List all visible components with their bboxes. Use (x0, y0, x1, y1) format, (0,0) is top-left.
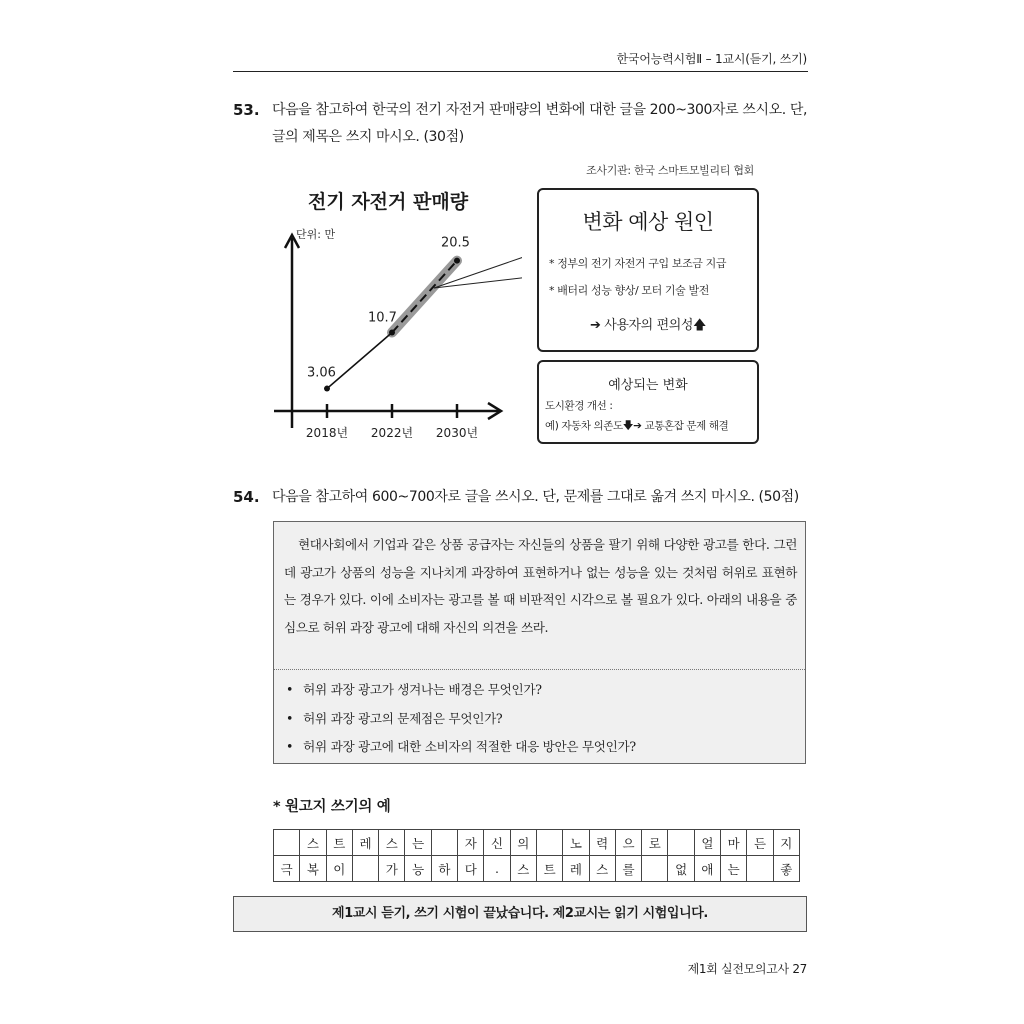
prompt-divider (274, 669, 805, 670)
page-footer: 제1회 실전모의고사 27 (687, 962, 807, 976)
sales-line-chart (262, 180, 522, 450)
grid-cell: 좋 (773, 856, 799, 882)
grid-cell: 가 (379, 856, 405, 882)
grid-cell: 으 (615, 830, 641, 856)
grid-cell: 트 (326, 830, 352, 856)
survey-source: 조사기관: 한국 스마트모빌리티 협회 (586, 164, 754, 177)
cause-conclusion: ➔ 사용자의 편의성🡅 (589, 318, 707, 333)
change-env-text: 도시환경 개선 : (545, 400, 613, 412)
expected-change-box (537, 360, 759, 444)
chart-unit-label: 단위: 만 (296, 228, 336, 241)
prompt-bullet: • 허위 과장 광고가 생겨나는 배경은 무엇인가? (286, 676, 636, 705)
grid-cell: 없 (668, 856, 694, 882)
manuscript-grid (273, 829, 800, 882)
x-tick-label: 2018년 (305, 426, 349, 440)
series-line-actual (327, 333, 392, 389)
question-54-number: 54. (233, 488, 260, 506)
grid-cell: 다 (458, 856, 484, 882)
grid-cell (536, 830, 562, 856)
manuscript-grid-title: * 원고지 쓰기의 예 (273, 799, 391, 815)
grid-cell: 는 (405, 830, 431, 856)
data-label: 10.7 (368, 310, 397, 326)
prompt-bullet: • 허위 과장 광고의 문제점은 무엇인가? (286, 705, 636, 734)
grid-cell: 복 (300, 856, 326, 882)
cause-item: * 배터리 성능 향상/ 모터 기술 발전 (549, 284, 709, 297)
grid-row (274, 830, 800, 856)
grid-cell: 자 (458, 830, 484, 856)
grid-cell: 능 (405, 856, 431, 882)
grid-cell: 스 (379, 830, 405, 856)
grid-cell (431, 830, 457, 856)
grid-cell: . (484, 856, 510, 882)
change-example-text: 예) 자동차 의존도🡇➔ 교통혼잡 문제 해결 (545, 420, 729, 432)
prompt-paragraph: 현대사회에서 기업과 같은 상품 공급자는 자신들의 상품을 팔기 위해 다양한 광고를 한다. 그런데 광고가 상품의 성능을 지나치게 과장하여 표현하거나 없는 성능을 있는 것처럼 허위로 표현하는 경우가 있다. 이에 소비자는 광고를 볼 때 비판적인 시각으로 볼 필요가 있다. 아래의 내용을 중심으로 허위 과장 광고에 대해 자신의 의견을 쓰라. (284, 537, 797, 635)
grid-cell (747, 856, 773, 882)
chart-title: 전기 자전거 판매량 (308, 191, 469, 213)
data-point (389, 330, 395, 336)
grid-cell: 스 (589, 856, 615, 882)
grid-cell: 극 (274, 856, 300, 882)
cause-item: * 정부의 전기 자전거 구입 보조금 지급 (549, 257, 727, 270)
grid-cell: 레 (352, 830, 378, 856)
grid-cell (668, 830, 694, 856)
question-54-text: 다음을 참고하여 600~700자로 글을 쓰시오. 단, 문제를 그대로 옮겨 쓰지 마시오. (50점) (272, 489, 799, 505)
change-cause-box (537, 188, 759, 352)
grid-cell (352, 856, 378, 882)
prompt-bullet: • 허위 과장 광고에 대한 소비자의 적절한 대응 방안은 무엇인가? (286, 733, 636, 762)
grid-cell: 신 (484, 830, 510, 856)
grid-row (274, 856, 800, 882)
grid-cell: 지 (773, 830, 799, 856)
grid-cell: 레 (563, 856, 589, 882)
question-53-number: 53. (233, 101, 260, 119)
grid-cell: 의 (510, 830, 536, 856)
header-title: 한국어능력시험Ⅱ – 1교시(듣기, 쓰기) (616, 52, 807, 66)
grid-cell: 는 (721, 856, 747, 882)
grid-cell: 애 (694, 856, 720, 882)
grid-cell: 든 (747, 830, 773, 856)
grid-cell: 얼 (694, 830, 720, 856)
grid-cell: 이 (326, 856, 352, 882)
data-label: 3.06 (307, 365, 336, 381)
grid-cell: 스 (300, 830, 326, 856)
cause-box-title: 변화 예상 원인 (582, 210, 714, 234)
grid-cell (642, 856, 668, 882)
session-end-notice: 제1교시 듣기, 쓰기 시험이 끝났습니다. 제2교시는 읽기 시험입니다. (233, 896, 807, 932)
prompt-bullet-list (286, 676, 636, 762)
data-point (454, 258, 460, 264)
x-tick-label: 2022년 (370, 426, 414, 440)
prompt-box (273, 521, 806, 764)
grid-cell: 스 (510, 856, 536, 882)
grid-cell: 로 (642, 830, 668, 856)
change-box-title: 예상되는 변화 (608, 378, 688, 393)
grid-cell: 노 (563, 830, 589, 856)
x-tick-label: 2030년 (435, 426, 479, 440)
data-point (324, 386, 330, 392)
grid-cell (274, 830, 300, 856)
grid-cell: 하 (431, 856, 457, 882)
grid-cell: 마 (721, 830, 747, 856)
data-label: 20.5 (441, 235, 470, 251)
grid-cell: 력 (589, 830, 615, 856)
grid-cell: 를 (615, 856, 641, 882)
header-rule (233, 71, 808, 72)
grid-cell: 트 (536, 856, 562, 882)
question-53-text: 다음을 참고하여 한국의 전기 자전거 판매량의 변화에 대한 글을 200~300자로 쓰시오. 단, 글의 제목은 쓰지 마시오. (30점) (272, 102, 807, 145)
